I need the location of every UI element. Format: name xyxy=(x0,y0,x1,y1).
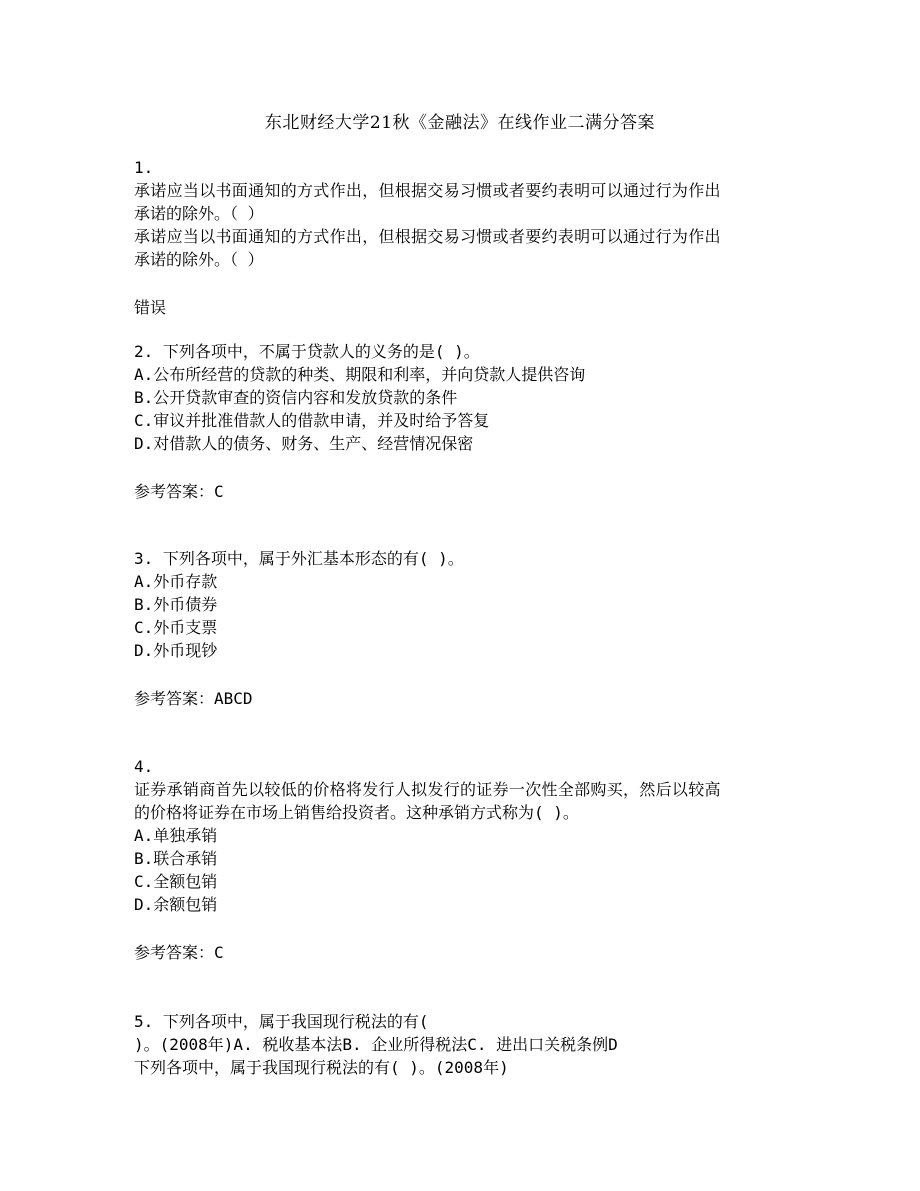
q1-answer: 错误 xyxy=(134,298,167,317)
q4-stem-line1: 证券承销商首先以较低的价格将发行人拟发行的证券一次性全部购买，然后以较高 xyxy=(134,780,721,799)
q4-stem-line2: 的价格将证券在市场上销售给投资者。这种承销方式称为( )。 xyxy=(134,803,579,822)
q2-stem: 2. 下列各项中，不属于贷款人的义务的是( )。 xyxy=(134,342,480,361)
q1-stem-line1: 承诺应当以书面通知的方式作出，但根据交易习惯或者要约表明可以通过行为作出 xyxy=(134,181,721,200)
q3-option-c: C.外币支票 xyxy=(134,618,218,637)
q4-option-d: D.余额包销 xyxy=(134,895,218,914)
q1-stem-line2: 承诺的除外。（ ） xyxy=(134,204,264,223)
q5-stem-line3: 下列各项中，属于我国现行税法的有( )。(2008年) xyxy=(134,1058,509,1077)
q3-stem: 3. 下列各项中，属于外汇基本形态的有( )。 xyxy=(134,549,464,568)
q2-answer: 参考答案：C xyxy=(134,482,224,501)
q4-answer: 参考答案：C xyxy=(134,943,224,962)
q4-number: 4. xyxy=(134,757,154,776)
q1-number: 1. xyxy=(134,158,154,177)
document-title: 东北财经大学21秋《金融法》在线作业二满分答案 xyxy=(264,113,656,133)
q3-option-d: D.外币现钞 xyxy=(134,641,218,660)
q2-option-d: D.对借款人的债务、财务、生产、经营情况保密 xyxy=(134,434,474,453)
q3-option-a: A.外币存款 xyxy=(134,572,218,591)
q5-stem-line1: 5. 下列各项中，属于我国现行税法的有( xyxy=(134,1012,429,1031)
q4-option-a: A.单独承销 xyxy=(134,826,218,845)
q3-answer: 参考答案：ABCD xyxy=(134,689,253,708)
q3-option-b: B.外币债券 xyxy=(134,595,218,614)
q2-option-c: C.审议并批准借款人的借款申请，并及时给予答复 xyxy=(134,411,490,430)
q2-option-a: A.公布所经营的贷款的种类、期限和利率，并向贷款人提供咨询 xyxy=(134,365,586,384)
q5-stem-line2: )。(2008年)A. 税收基本法B. 企业所得税法C. 进出口关税条例D xyxy=(134,1035,618,1054)
q2-option-b: B.公开贷款审查的资信内容和发放贷款的条件 xyxy=(134,388,458,407)
q1-stem-line4: 承诺的除外。（ ） xyxy=(134,250,264,269)
q4-option-c: C.全额包销 xyxy=(134,872,218,891)
q4-option-b: B.联合承销 xyxy=(134,849,218,868)
q1-stem-line3: 承诺应当以书面通知的方式作出，但根据交易习惯或者要约表明可以通过行为作出 xyxy=(134,227,721,246)
